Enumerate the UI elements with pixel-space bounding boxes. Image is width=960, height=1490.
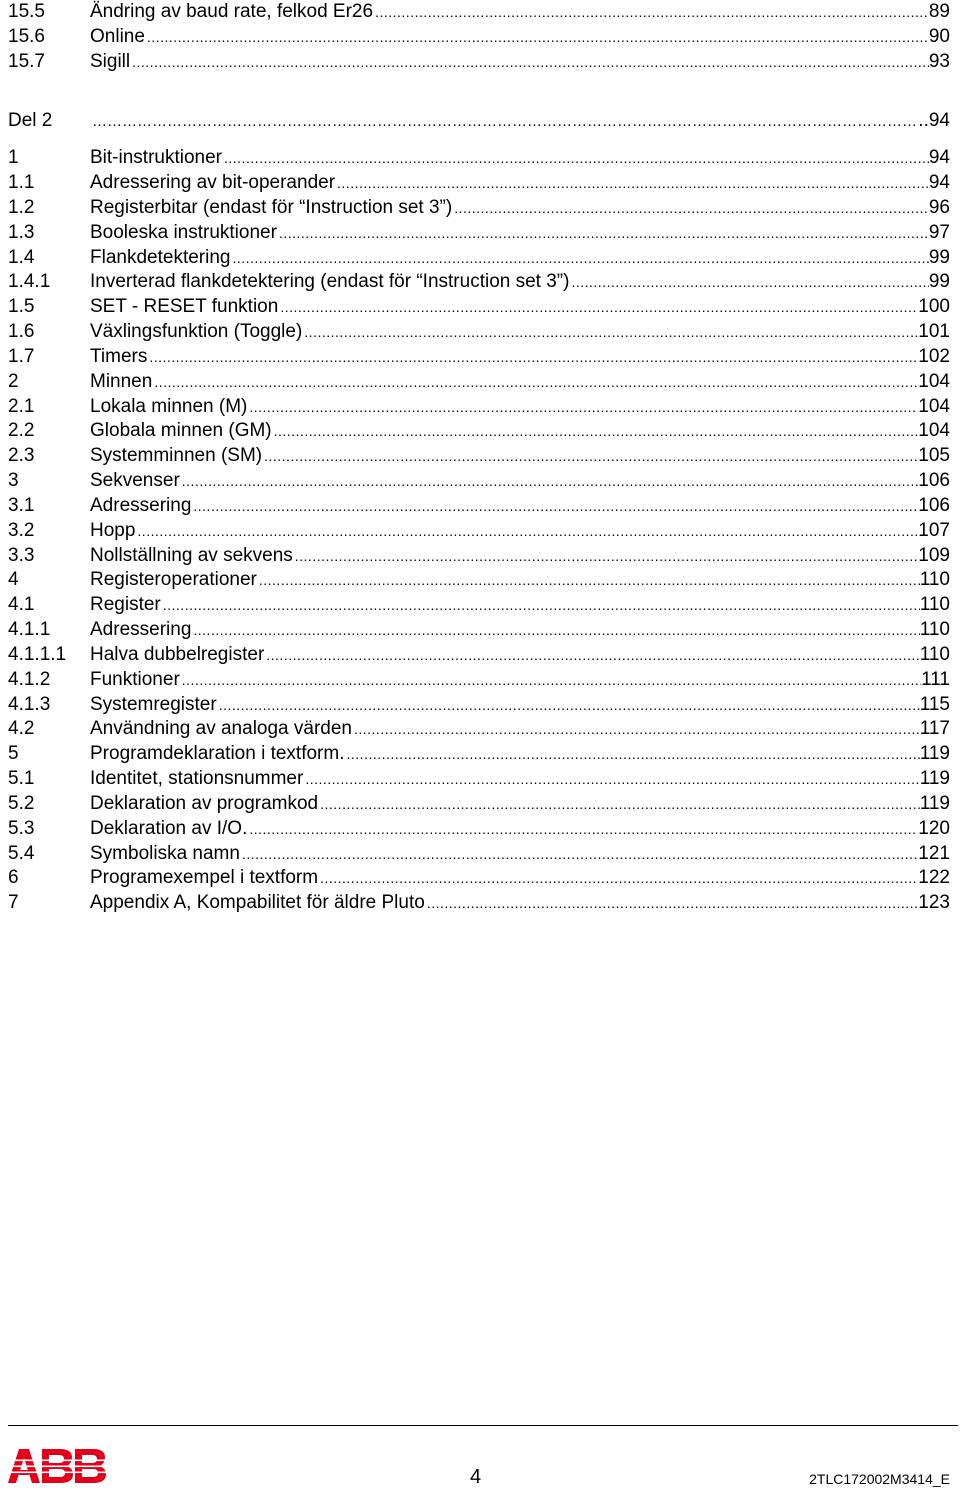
toc-entry[interactable]: [8, 270, 950, 295]
toc-leader-dots: [180, 668, 921, 693]
toc-spacer: [8, 134, 950, 146]
toc-leader-dots: [147, 345, 918, 370]
toc-leader-dots: [191, 494, 918, 519]
toc-entry-title: Systemregister: [90, 693, 217, 715]
toc-entry-number: 15.7: [8, 50, 45, 72]
toc-entry[interactable]: [8, 221, 950, 246]
toc-entry-page: 110: [919, 643, 950, 665]
toc-leader-dots: [373, 0, 929, 25]
toc-group-chapter-15: [8, 0, 950, 74]
toc-entry[interactable]: [8, 494, 950, 519]
toc-entry-number: Del 2: [8, 110, 53, 132]
toc-entry-page: 119: [919, 792, 950, 814]
toc-leader-dots: [191, 618, 919, 643]
toc-entry-number: 1.1: [8, 172, 35, 194]
toc-entry[interactable]: [8, 444, 950, 469]
toc-entry-number: 4: [8, 569, 19, 591]
toc-entry-title: Sekvenser: [90, 470, 180, 492]
toc-leader-dots: [180, 469, 919, 494]
toc-entry[interactable]: [8, 717, 950, 742]
toc-entry-page: 101: [918, 321, 950, 343]
toc-entry-number: 6: [8, 867, 19, 889]
toc-entry-page: 94: [928, 172, 950, 194]
toc-entry-title: Booleska instruktioner: [90, 221, 277, 243]
toc-leader-dots: [272, 419, 919, 444]
toc-entry-number: 5.4: [8, 842, 35, 864]
page-number: 4: [470, 1466, 482, 1488]
toc-entry[interactable]: [8, 891, 950, 916]
toc-entry-number: 1.6: [8, 321, 35, 343]
toc-entry-title: Användning av analoga värden: [90, 718, 352, 740]
toc-entry-title: Online: [90, 25, 145, 47]
toc-entry-title: Deklaration av I/O.: [90, 817, 248, 839]
toc-entry[interactable]: [8, 618, 950, 643]
toc-entry[interactable]: [8, 693, 950, 718]
toc-entry[interactable]: [8, 767, 950, 792]
toc-entry-number: 4.1.2: [8, 668, 51, 690]
toc-entry-page: 93: [928, 50, 950, 72]
toc-entry[interactable]: [8, 395, 950, 420]
toc-entry[interactable]: [8, 643, 950, 668]
toc-leader-dots: [145, 25, 929, 50]
toc-entry[interactable]: [8, 742, 950, 767]
toc-leader-dots: [217, 693, 920, 718]
toc-entry-number: 5.3: [8, 817, 35, 839]
toc-entry-number: 1.3: [8, 221, 35, 243]
toc-entry-page: 104: [918, 395, 950, 417]
toc-leader-dots: [302, 320, 918, 345]
toc-entry-page: 106: [918, 470, 950, 492]
toc-entry-title: Timers: [90, 345, 148, 367]
toc-leader-dots: [335, 171, 929, 196]
toc-entry[interactable]: [8, 419, 950, 444]
toc-leader-dots: [262, 444, 918, 469]
toc-entry[interactable]: [8, 519, 950, 544]
toc-entry[interactable]: [8, 792, 950, 817]
toc-entry-page: 110: [919, 594, 950, 616]
toc-entry-number: 2: [8, 370, 19, 392]
toc-entry-title: Adressering: [90, 619, 192, 641]
toc-entry-page: 110: [919, 569, 950, 591]
toc-leader-dots: [230, 246, 928, 271]
toc-leader-dots: [161, 593, 920, 618]
toc-entry-page: 99: [928, 246, 950, 268]
toc-entry-title: Registerbitar (endast för “Instruction set 3”): [90, 196, 453, 218]
toc-entry-title: Adressering av bit-operander: [90, 172, 336, 194]
toc-entry-title: Registeroperationer: [90, 569, 257, 591]
toc-entry-page: 110: [919, 619, 950, 641]
toc-entry-title: Lokala minnen (M): [90, 395, 248, 417]
toc-entry-number: 1.4.1: [8, 271, 51, 293]
toc-entry-page: ..94: [918, 110, 950, 132]
toc-leader-dots: [152, 370, 918, 395]
toc-leader-dots: [293, 544, 919, 569]
toc-entry-number: 5.2: [8, 792, 35, 814]
toc-entry-number: 3.1: [8, 494, 35, 516]
toc-entry-title: Deklaration av programkod: [90, 792, 319, 814]
toc-entry-page: 107: [918, 519, 950, 541]
toc-entry-page: 109: [918, 544, 950, 566]
toc-entry[interactable]: [8, 866, 950, 891]
toc-entry-title: Funktioner: [90, 668, 180, 690]
toc-part-heading[interactable]: [8, 109, 950, 134]
toc-leader-dots: [277, 221, 929, 246]
toc-entry-number: 4.1.1.1: [8, 643, 67, 665]
toc-entry-page: 123: [918, 892, 950, 914]
toc-leader-dots: [240, 842, 918, 867]
toc-leader-dots: [257, 568, 920, 593]
toc-entry-number: 1.4: [8, 246, 35, 268]
toc-entry[interactable]: [8, 469, 950, 494]
toc-entry-page: 96: [928, 196, 950, 218]
toc-entry[interactable]: [8, 0, 950, 25]
toc-group-part-2: [8, 146, 950, 916]
toc-entry-page: 97: [928, 221, 950, 243]
toc-leader-dots: [425, 891, 918, 916]
toc-entry[interactable]: [8, 196, 950, 221]
toc-entry-page: 104: [918, 420, 950, 442]
toc-entry-number: 5.1: [8, 768, 35, 790]
toc-entry-page: 111: [921, 668, 950, 690]
toc-leader-dots: [569, 270, 928, 295]
toc-entry[interactable]: [8, 320, 950, 345]
toc-entry-page: 119: [919, 768, 950, 790]
toc-entry-title: Hopp: [90, 519, 136, 541]
toc-entry-title: Inverterad flankdetektering (endast för “Instruction set 3”): [90, 271, 570, 293]
toc-entry-page: 119: [919, 743, 950, 765]
toc-entry[interactable]: [8, 345, 950, 370]
toc-entry[interactable]: [8, 246, 950, 271]
toc-entry[interactable]: [8, 817, 950, 842]
toc-entry[interactable]: [8, 544, 950, 569]
toc-entry-number: 15.6: [8, 25, 45, 47]
toc-leader-dots: [247, 817, 918, 842]
toc-entry[interactable]: [8, 171, 950, 196]
toc-entry-title: Programdeklaration i textform.: [90, 743, 345, 765]
toc-entry-number: 5: [8, 743, 19, 765]
toc-entry-title: Programexempel i textform: [90, 867, 319, 889]
toc-entry-page: 115: [919, 693, 950, 715]
toc-entry-title: Flankdetektering: [90, 246, 231, 268]
toc-entry[interactable]: [8, 295, 950, 320]
toc-entry[interactable]: [8, 842, 950, 867]
toc-entry-number: 2.1: [8, 395, 35, 417]
toc-entry-number: 3.2: [8, 519, 35, 541]
toc-entry-title: Symboliska namn: [90, 842, 240, 864]
toc-leader-dots: [278, 295, 918, 320]
toc-entry-title: SET - RESET funktion: [90, 296, 279, 318]
toc-entry-number: 4.1: [8, 594, 35, 616]
toc-entry-number: 1.7: [8, 345, 35, 367]
toc-entry[interactable]: [8, 370, 950, 395]
toc-entry-title: Adressering: [90, 494, 192, 516]
toc-leader-dots: [303, 767, 919, 792]
toc-entry-title: Identitet, stationsnummer: [90, 768, 304, 790]
toc-entry-page: 90: [928, 25, 950, 47]
toc-entry[interactable]: [8, 668, 950, 693]
toc-entry-title: Nollställning av sekvens: [90, 544, 293, 566]
toc-entry-number: 1.5: [8, 296, 35, 318]
toc-entry-number: 2.3: [8, 445, 35, 467]
toc-entry-title: Växlingsfunktion (Toggle): [90, 321, 303, 343]
toc-entry-title: Appendix A, Kompabilitet för äldre Pluto: [90, 892, 425, 914]
toc-entry-page: 102: [918, 345, 950, 367]
abb-logo: [8, 1449, 106, 1483]
toc-leader-dots: [247, 395, 918, 420]
toc-entry-page: 89: [928, 1, 950, 22]
toc-entry-number: 1: [8, 147, 19, 169]
toc-entry-page: 105: [918, 445, 950, 467]
toc-leader-dots: [90, 110, 918, 135]
toc-entry-title: Bit-instruktioner: [90, 147, 222, 169]
toc-entry-number: 4.1.3: [8, 693, 51, 715]
toc-entry-number: 4.2: [8, 718, 35, 740]
toc-entry-title: Globala minnen (GM): [90, 420, 272, 442]
toc-leader-dots: [318, 866, 918, 891]
toc-entry[interactable]: [8, 146, 950, 171]
footer-divider: [8, 1425, 958, 1426]
toc-entry-page: 100: [918, 296, 950, 318]
toc-entry-page: 122: [918, 867, 950, 889]
toc-entry-title: Sigill: [90, 50, 131, 72]
toc-entry-number: 4.1.1: [8, 619, 51, 641]
toc-entry-number: 1.2: [8, 196, 35, 218]
toc-leader-dots: [222, 146, 929, 171]
toc-entry-number: 7: [8, 892, 19, 914]
toc-leader-dots: [352, 717, 920, 742]
toc-entry[interactable]: [8, 50, 950, 75]
toc-entry-page: 120: [918, 817, 950, 839]
toc-entry-title: Halva dubbelregister: [90, 643, 265, 665]
toc-leader-dots: [135, 519, 918, 544]
toc-entry[interactable]: [8, 25, 950, 50]
toc-entry-page: 106: [918, 494, 950, 516]
toc-entry-page: 94: [928, 147, 950, 169]
toc-leader-dots: [345, 742, 920, 767]
toc-spacer: [8, 74, 950, 109]
toc-entry-page: 99: [928, 271, 950, 293]
toc-entry-title: Register: [90, 594, 161, 616]
toc-entry-page: 117: [919, 718, 950, 740]
toc-entry-title: Minnen: [90, 370, 153, 392]
document-id: 2TLC172002M3414_E: [809, 1471, 950, 1487]
toc-entry-number: 15.5: [8, 1, 45, 22]
toc-entry-page: 104: [918, 370, 950, 392]
toc-leader-dots: [318, 792, 920, 817]
toc-entry-title: Systemminnen (SM): [90, 445, 263, 467]
table-of-contents: [8, 0, 950, 916]
toc-entry[interactable]: [8, 593, 950, 618]
toc-leader-dots: [452, 196, 929, 221]
toc-leader-dots: [264, 643, 919, 668]
toc-entry-title: Ändring av baud rate, felkod Er26: [90, 1, 374, 22]
toc-entry-number: 2.2: [8, 420, 35, 442]
toc-entry[interactable]: [8, 568, 950, 593]
toc-entry-number: 3: [8, 470, 19, 492]
toc-leader-dots: [130, 50, 929, 75]
toc-entry-number: 3.3: [8, 544, 35, 566]
toc-entry-page: 121: [918, 842, 950, 864]
